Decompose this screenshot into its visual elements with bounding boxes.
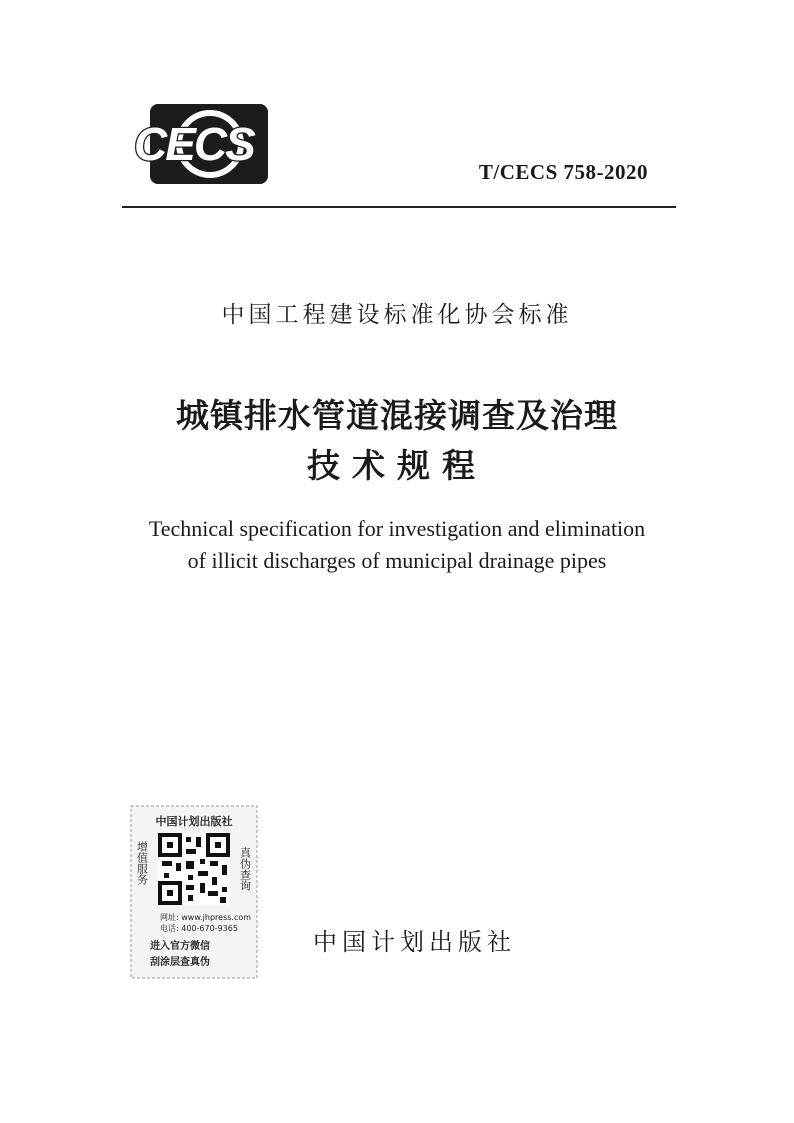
cecs-logo (128, 104, 282, 184)
svg-text:CECS: CECS (134, 118, 254, 170)
publisher-name: 中国计划出版社 (313, 928, 516, 956)
qr-code-icon (158, 833, 230, 905)
header-divider (122, 206, 676, 208)
document-title-line2: 技术规程 (307, 446, 487, 485)
label-website: 网址: www.jhpress.com (160, 913, 252, 922)
label-left: 增值服务 (135, 841, 149, 885)
english-title-line2: of illicit discharges of municipal drainage pipes (187, 548, 607, 573)
organization-name: 中国工程建设标准化协会标准 (221, 302, 573, 328)
label-phone: 电话: 400-670-9365 (160, 924, 238, 933)
label-publisher: 中国计划出版社 (155, 815, 233, 828)
anti-counterfeit-label (128, 803, 260, 981)
label-right: 真伪查询 (238, 847, 252, 891)
label-line1: 进入官方微信 (150, 941, 210, 952)
english-title-line1: Technical specification for investigation and elimination (148, 516, 646, 541)
document-title-line1: 城镇排水管道混接调查及治理 (176, 396, 618, 435)
label-line2: 刮涂层查真伪 (150, 957, 210, 968)
standard-number: T/CECS 758-2020 (478, 160, 648, 184)
